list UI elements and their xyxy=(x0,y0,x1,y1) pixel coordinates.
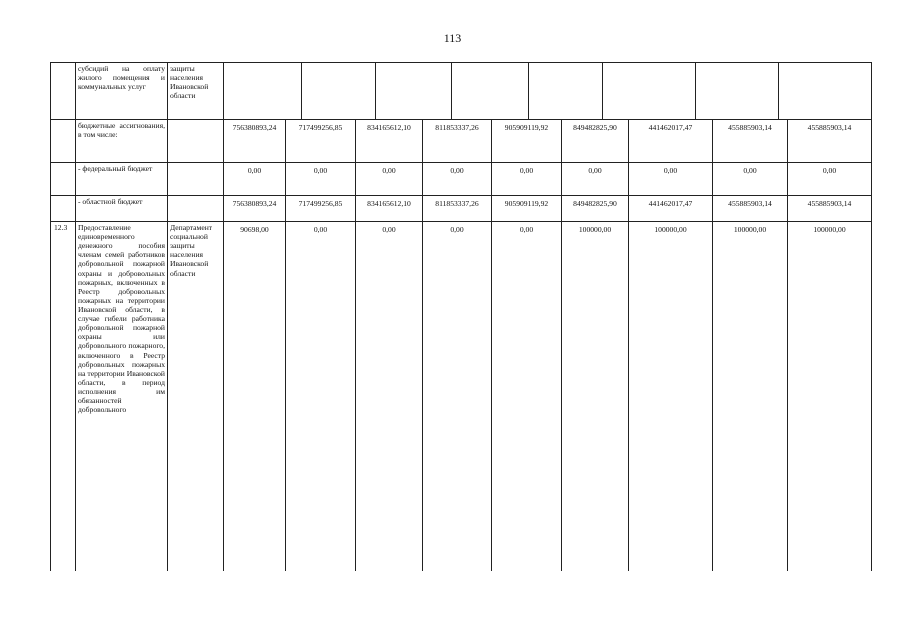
value-cell: 441462017,47 xyxy=(629,196,713,222)
table-row xyxy=(51,222,872,571)
value-cell xyxy=(695,63,778,119)
value-cell: 849482825,90 xyxy=(562,120,629,163)
value-cell: 100000,00 xyxy=(713,222,788,571)
value-cell xyxy=(529,63,603,119)
value-cell: 100000,00 xyxy=(788,222,872,571)
value-cell: 455885903,14 xyxy=(788,120,872,163)
value-cell: 90698,00 xyxy=(224,222,286,571)
value-cell: 0,00 xyxy=(356,163,423,196)
row-executor-cell xyxy=(168,163,224,196)
value-cell: 0,00 xyxy=(423,222,492,571)
table-row xyxy=(51,63,872,120)
row-name-cell: - федеральный бюджет xyxy=(76,163,168,196)
value-cell: 455885903,14 xyxy=(788,196,872,222)
row-name-cell: бюджетные ассигнования, в том числе: xyxy=(76,120,168,163)
value-cell xyxy=(778,63,871,119)
value-cell: 0,00 xyxy=(629,163,713,196)
row-executor-cell xyxy=(168,120,224,163)
value-cell xyxy=(375,63,451,119)
value-cell: 811853337,26 xyxy=(423,120,492,163)
value-cell: 849482825,90 xyxy=(562,196,629,222)
value-cell xyxy=(451,63,528,119)
table-row xyxy=(51,163,872,196)
value-cell: 811853337,26 xyxy=(423,196,492,222)
row-code-cell xyxy=(51,196,76,222)
value-cell: 834165612,10 xyxy=(356,196,423,222)
row-code-cell xyxy=(51,163,76,196)
value-cell xyxy=(603,63,696,119)
value-cell: 441462017,47 xyxy=(629,120,713,163)
value-cell: 455885903,14 xyxy=(713,120,788,163)
row-values-group xyxy=(224,63,872,120)
table-row xyxy=(51,120,872,163)
row-name-cell: - областной бюджет xyxy=(76,196,168,222)
row-name-cell: Предоставление единовременного денежного пособия членам семей работников добровольной пожарной охраны и добровольных пожарных, включенных в Реестр добровольных пожарных на территории Ивановской области, в случае гибели работника добровольной пожарной охраны или добровольного пожарного, включенного в Реестр добровольных пожарных на территории Ивановской области, в период исполнения им обязанностей добровольного xyxy=(76,222,168,571)
row-name-cell: субсидий на оплату жилого помещения и коммунальных услуг xyxy=(76,63,168,120)
value-cell: 0,00 xyxy=(492,222,562,571)
value-cell: 717499256,85 xyxy=(286,120,356,163)
value-cell: 0,00 xyxy=(286,222,356,571)
row-code-cell: 12.3 xyxy=(51,222,76,571)
value-cell: 0,00 xyxy=(423,163,492,196)
value-cell: 0,00 xyxy=(224,163,286,196)
value-cell: 756380893,24 xyxy=(224,120,286,163)
row-executor-cell: защиты населения Ивановской области xyxy=(168,63,224,120)
table-row xyxy=(51,196,872,222)
page-number: 113 xyxy=(443,31,462,45)
row-executor-cell: Департамент социальной защиты населения Ивановской области xyxy=(168,222,224,571)
budget-table xyxy=(50,62,872,571)
value-cell: 0,00 xyxy=(788,163,872,196)
value-cell: 0,00 xyxy=(492,163,562,196)
value-cell: 100000,00 xyxy=(629,222,713,571)
value-cell: 0,00 xyxy=(562,163,629,196)
value-cell: 0,00 xyxy=(286,163,356,196)
value-cell: 0,00 xyxy=(356,222,423,571)
value-cell: 905909119,92 xyxy=(492,120,562,163)
row-code-cell xyxy=(51,120,76,163)
row-executor-cell xyxy=(168,196,224,222)
value-cell: 717499256,85 xyxy=(286,196,356,222)
value-cell: 455885903,14 xyxy=(713,196,788,222)
row-code-cell xyxy=(51,63,76,120)
value-cell: 100000,00 xyxy=(562,222,629,571)
value-cell: 834165612,10 xyxy=(356,120,423,163)
value-cell xyxy=(301,63,375,119)
value-cell: 0,00 xyxy=(713,163,788,196)
value-cell: 756380893,24 xyxy=(224,196,286,222)
value-cell: 905909119,92 xyxy=(492,196,562,222)
value-cell xyxy=(224,63,301,119)
